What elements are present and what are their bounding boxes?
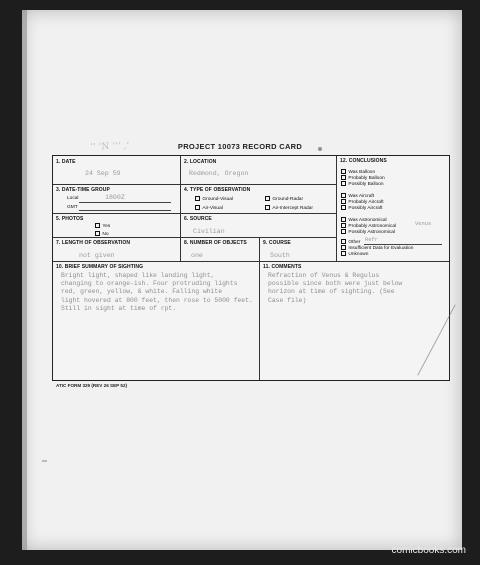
scan-mark <box>42 460 47 462</box>
date-time-group-cell <box>53 185 181 214</box>
length-of-observation-cell <box>53 238 181 262</box>
course-cell <box>260 238 337 262</box>
other-typed-mark: Refr <box>365 237 378 243</box>
checkbox-icon <box>341 181 346 186</box>
was-balloon-option[interactable]: Was Balloon <box>341 169 375 175</box>
comments-line: Refraction of Venus & Regulus <box>268 272 380 279</box>
air-intercept-radar-option[interactable]: Air-Intercept Radar <box>265 205 313 211</box>
checkbox-icon <box>341 229 346 234</box>
comments-line: horizon at time of sighting. (See <box>268 288 395 296</box>
astronomical-typed-mark: Venus <box>415 221 432 227</box>
local-label: Local <box>67 196 79 201</box>
local-underline <box>79 202 171 203</box>
scan-mark <box>318 147 322 151</box>
source-value: Civilian <box>193 228 225 235</box>
checkbox-icon <box>341 205 346 210</box>
checkbox-icon <box>95 231 100 236</box>
summary-line: changing to orange-ish. Four protruding lights <box>61 280 238 288</box>
bleed-through-text: ‘’ ‘N ‘‘‘ ,‘ <box>89 141 130 153</box>
type-of-observation-cell <box>181 185 337 214</box>
record-card <box>52 155 450 381</box>
card-title: PROJECT 10073 RECORD CARD <box>177 142 303 151</box>
date-cell <box>53 156 181 185</box>
location-value: Redmond, Oregon <box>189 170 249 177</box>
comments-label: 11. COMMENTS <box>263 264 302 270</box>
checkbox-icon <box>341 193 346 198</box>
source-cell <box>181 214 337 238</box>
checkbox-icon <box>265 205 270 210</box>
summary-line: red, green, yellow, & white. Falling white <box>61 288 223 296</box>
checkbox-icon <box>341 239 346 244</box>
watermark: comicbooks.com <box>391 545 466 556</box>
probably-astronomical-option[interactable]: Probably Astronomical <box>341 223 396 229</box>
probably-aircraft-option[interactable]: Probably Aircraft <box>341 199 384 205</box>
air-visual-option[interactable]: Air-Visual <box>195 205 223 211</box>
source-label: 6. SOURCE <box>184 216 212 222</box>
course-label: 9. COURSE <box>263 240 291 246</box>
number-of-objects-cell <box>181 238 260 262</box>
checkbox-icon <box>341 175 346 180</box>
probably-balloon-option[interactable]: Probably Balloon <box>341 175 385 181</box>
gmt-underline <box>79 210 171 211</box>
checkbox-icon <box>341 217 346 222</box>
gmt-label: GMT <box>67 205 78 210</box>
photos-yes-option[interactable]: Yes <box>95 223 110 229</box>
possibly-balloon-option[interactable]: Possibly Balloon <box>341 181 384 187</box>
checkbox-icon <box>341 169 346 174</box>
length-of-observation-value: not given <box>79 252 115 259</box>
photos-label: 5. PHOTOS <box>56 216 84 222</box>
summary-line: light hovered at 800 feet, then rose to 5000 feet. <box>61 296 253 304</box>
comments-text <box>268 272 402 305</box>
possibly-astronomical-option[interactable]: Possibly Astronomical <box>341 229 395 235</box>
date-value: 24 Sep 59 <box>85 170 121 177</box>
other-option[interactable]: Other <box>341 239 360 245</box>
checkbox-icon <box>341 251 346 256</box>
conclusions-label: 12. CONCLUSIONS <box>340 158 387 164</box>
comments-line: Case file) <box>268 296 307 304</box>
unknown-option[interactable]: Unknown <box>341 251 368 257</box>
checkbox-icon <box>341 199 346 204</box>
brief-summary-text <box>61 272 253 313</box>
summary-line: Still in sight at time of rpt. <box>61 304 177 312</box>
length-of-observation-label: 7. LENGTH OF OBSERVATION <box>56 240 131 246</box>
location-label: 2. LOCATION <box>184 159 217 165</box>
checkbox-icon <box>195 196 200 201</box>
brief-summary-label: 10. BRIEF SUMMARY OF SIGHTING <box>56 264 144 270</box>
date-label: 1. DATE <box>56 159 76 165</box>
conclusions-cell <box>337 156 449 262</box>
was-astronomical-option[interactable]: Was Astronomical <box>341 217 387 223</box>
was-aircraft-option[interactable]: Was Aircraft <box>341 193 374 199</box>
photos-cell <box>53 214 181 238</box>
insufficient-data-option[interactable]: Insufficient Data for Evaluation <box>341 245 413 251</box>
number-of-objects-label: 8. NUMBER OF OBJECTS <box>184 240 247 246</box>
date-time-group-label: 3. DATE-TIME GROUP <box>56 187 110 193</box>
checkbox-icon <box>95 223 100 228</box>
checkbox-icon <box>265 196 270 201</box>
form-identifier: ATIC FORM 329 (REV 26 SEP 52) <box>56 383 128 388</box>
course-value: South <box>270 252 290 259</box>
checkbox-icon <box>341 223 346 228</box>
checkbox-icon <box>195 205 200 210</box>
location-cell <box>181 156 337 185</box>
possibly-aircraft-option[interactable]: Possibly Aircraft <box>341 205 383 211</box>
checkbox-icon <box>341 245 346 250</box>
comments-line: possible since both were just below <box>268 280 403 288</box>
type-of-observation-label: 4. TYPE OF OBSERVATION <box>184 187 251 193</box>
local-value: 1800Z <box>105 194 125 201</box>
ground-radar-option[interactable]: Ground-Radar <box>265 196 303 202</box>
photos-no-option[interactable]: No <box>95 231 109 237</box>
number-of-objects-value: one <box>191 252 203 259</box>
paper-shadow-edge <box>22 10 27 550</box>
summary-line: Bright light, shaped like landing light, <box>61 272 215 279</box>
ground-visual-option[interactable]: Ground-Visual <box>195 196 233 202</box>
brief-summary-cell <box>53 262 260 380</box>
comments-cell <box>260 262 449 380</box>
